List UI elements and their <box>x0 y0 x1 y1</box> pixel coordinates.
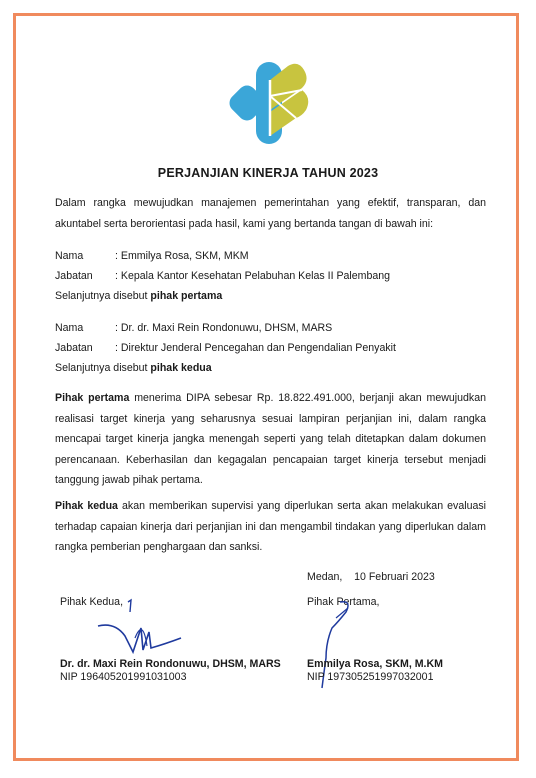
party1-name-label: Nama <box>55 250 84 262</box>
party2-position-value: : Direktur Jenderal Pencegahan dan Pengendalian Penyakit <box>115 342 396 354</box>
paragraph2-text: akan memberikan supervisi yang diperlukan serta akan melakukan evaluasi terhadap capaian kinerja dari perjanjian ini dan mengambil tindakan yang diperlukan dalam rangka pemberian penghargaan dan sanksi. <box>55 500 487 553</box>
left-signatory-name: Dr. dr. Maxi Rein Rondonuwu, DHSM, MARS <box>60 658 281 670</box>
party2-designation <box>55 362 212 374</box>
paragraph-pihak-pertama <box>55 388 486 491</box>
party2-position-label: Jabatan <box>55 342 93 354</box>
party1-designation-term: pihak pertama <box>150 290 223 302</box>
party2-designation-term: pihak kedua <box>150 362 212 374</box>
left-signatory-role: Pihak Kedua, <box>60 596 124 608</box>
paragraph1-text: menerima DIPA sebesar Rp. 18.822.491.000, berjanji akan mewujudkan realisasi target kinerja yang seharusnya sesuai lampiran perjanjian ini, dalam rangka mencapai target kinerja jangka menengah seperti yang telah ditetapkan dalam dokumen perencanaan. Keberhasilan dan kegagalan pencapaian target kinerja tersebut menjadi tanggung jawab pihak pertama. <box>55 392 486 486</box>
left-signature-icon <box>95 598 185 660</box>
party1-position-label: Jabatan <box>55 270 93 282</box>
right-signatory-name: Emmilya Rosa, SKM, M.KM <box>307 658 443 670</box>
party1-designation <box>55 290 222 302</box>
paragraph-pihak-kedua <box>55 496 486 558</box>
left-signatory-nip: NIP 196405201991031003 <box>60 671 187 683</box>
party2-name-value: : Dr. dr. Maxi Rein Rondonuwu, DHSM, MARS <box>115 322 333 334</box>
right-signatory-role: Pihak Pertama, <box>307 596 380 608</box>
party1-designation-prefix: Selanjutnya disebut <box>55 290 151 302</box>
right-signatory-nip: NIP 197305251997032001 <box>307 671 434 683</box>
intro-paragraph: Dalam rangka mewujudkan manajemen pemerintahan yang efektif, transparan, dan akuntabel serta berorientasi pada hasil, kami yang bertanda tangan di bawah ini: <box>55 197 486 230</box>
document-title: PERJANJIAN KINERJA TAHUN 2023 <box>157 166 379 180</box>
party2-name-label: Nama <box>55 322 84 334</box>
paragraph1-lead: Pihak pertama <box>55 392 130 404</box>
ministry-logo-icon <box>226 62 314 144</box>
party1-name-value: : Emmilya Rosa, SKM, MKM <box>115 250 249 262</box>
party2-designation-prefix: Selanjutnya disebut <box>55 362 151 374</box>
party1-position-value: : Kepala Kantor Kesehatan Pelabuhan Kelas II Palembang <box>115 270 391 282</box>
paragraph2-lead: Pihak kedua <box>55 500 118 512</box>
place-date: Medan, 10 Februari 2023 <box>307 571 435 583</box>
